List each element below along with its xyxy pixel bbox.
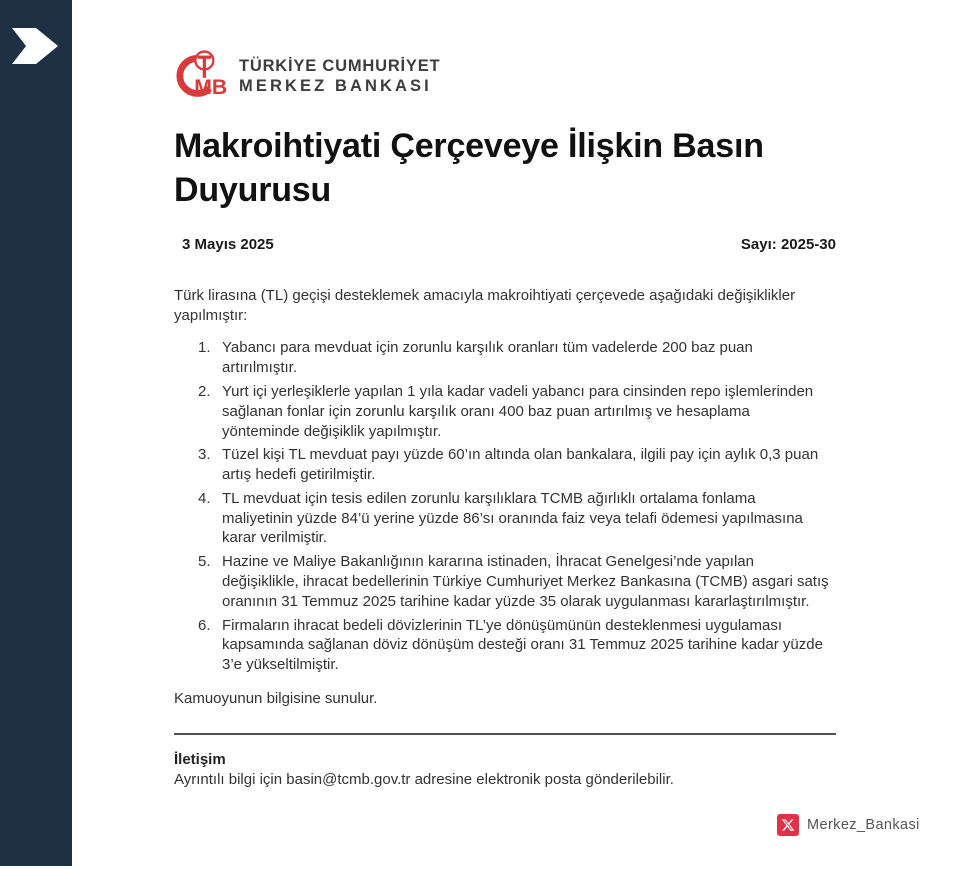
meta-row: [174, 236, 836, 253]
list-item-text: Yabancı para mevduat için zorunlu karşılık oranları tüm vadelerde 200 baz puan artırılmıştır.: [222, 339, 753, 377]
list-item: [198, 445, 836, 485]
tcmb-logo: [174, 48, 836, 100]
bank-name: [239, 52, 440, 96]
bank-name-line2: MERKEZ BANKASI: [239, 77, 432, 95]
chevron-right-icon[interactable]: [11, 28, 58, 64]
page-title: Makroihtiyati Çerçeveye İlişkin Basın Duyurusu: [174, 127, 764, 209]
list-item-number: 3.: [198, 446, 211, 464]
svg-text:MB: MB: [194, 76, 228, 100]
social-handle[interactable]: Merkez_Bankasi: [807, 817, 920, 833]
list-item-number: 4.: [198, 489, 211, 507]
closing-paragraph: Kamuoyunun bilgisine sunulur.: [174, 690, 378, 708]
x-logo-icon[interactable]: [777, 814, 799, 836]
list-item-text: Firmaların ihracat bedeli dövizlerinin TL’ye dönüşümünün desteklenmesi uygulaması kapsamında sağlanan döviz dönüşüm desteği oranı 31 Temmuz 2025 tarihine kadar yüzde 3’e yükseltilmiştir.: [222, 616, 823, 674]
list-item: [198, 382, 836, 441]
measures-list: [198, 338, 836, 675]
list-item-text: Hazine ve Maliye Bakanlığının kararına istinaden, İhracat Genelgesi’nde yapılan değişiklikle, ihracat bedellerinin Türkiye Cumhuriyet Merkez Bankasına (TCMB) asgari satış oranının 31 Temmuz 2025 tarihine kadar yüzde 35 olarak uygulanması kararlaştırılmıştır.: [222, 553, 829, 610]
list-item: [198, 616, 836, 675]
sidebar: [0, 0, 72, 866]
list-item: [198, 338, 836, 378]
press-release-document: [72, 0, 960, 869]
contact-heading: İletişim: [174, 750, 226, 768]
contact-line: Ayrıntılı bilgi için basin@tcmb.gov.tr adresine elektronik posta gönderilebilir.: [174, 770, 674, 788]
list-item-text: Tüzel kişi TL mevduat payı yüzde 60’ın altında olan bankalara, ilgili pay için aylık 0,3 puan artış hedefi getirilmiştir.: [222, 446, 819, 484]
list-item-number: 6.: [198, 616, 211, 634]
list-item-text: TL mevduat için tesis edilen zorunlu karşılıklara TCMB ağırlıklı ortalama fonlama maliyetinin yüzde 84’ü yerine yüzde 86’sı oranında faiz veya telafi ödemesi yapılmasına karar verilmiştir.: [222, 489, 803, 547]
tcmb-emblem-icon: [174, 48, 228, 100]
list-item-text: Yurt içi yerleşiklerle yapılan 1 yıla kadar vadeli yabancı para cinsinden repo işlemlerinden sağlanan fonlar için zorunlu karşılık oranı 400 baz puan artırılmış ve hesaplama yönteminde değişiklik yapılmıştır.: [222, 382, 814, 440]
release-date: 3 Mayıs 2025: [182, 235, 274, 253]
issue-number: Sayı: 2025-30: [740, 235, 836, 253]
list-item-number: 5.: [198, 553, 211, 571]
intro-paragraph: Türk lirasına (TL) geçişi desteklemek amacıyla makroihtiyati çerçevede aşağıdaki değişiklikler yapılmıştır:: [174, 286, 796, 324]
footer-divider: [174, 733, 836, 735]
list-item-number: 1.: [198, 339, 211, 357]
bank-name-line1: TÜRKİYE CUMHURİYET: [239, 56, 441, 75]
list-item: [198, 489, 836, 548]
list-item: [198, 552, 836, 611]
social-link[interactable]: [777, 814, 920, 836]
list-item-number: 2.: [198, 382, 211, 400]
